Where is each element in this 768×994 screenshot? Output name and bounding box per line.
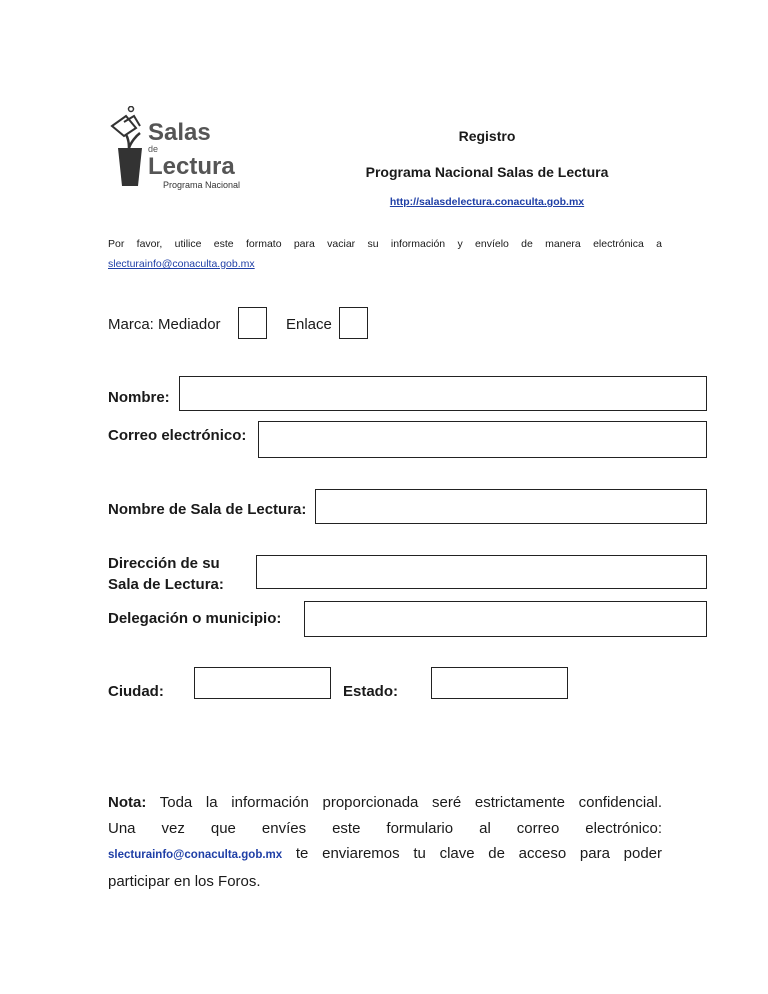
delegacion-input[interactable] (304, 601, 707, 637)
delegacion-label: Delegación o municipio: (108, 610, 282, 627)
ciudad-input[interactable] (194, 667, 331, 699)
intro-text: Por favor, utilice este formato para vaciar su información y envíelo de manera electrónica a (108, 238, 662, 250)
sala-label: Nombre de Sala de Lectura: (108, 501, 307, 518)
correo-label: Correo electrónico: (108, 427, 247, 444)
program-name: Programa Nacional Salas de Lectura (365, 164, 609, 180)
logo-connector: de (148, 144, 159, 154)
note-line-1 (108, 790, 662, 816)
note-label: Nota: (108, 794, 147, 811)
page-title: Registro (458, 128, 516, 144)
note-block (108, 790, 662, 894)
ciudad-label: Ciudad: (108, 683, 164, 700)
estado-input[interactable] (431, 667, 568, 699)
salas-de-lectura-logo (106, 106, 246, 196)
direccion-input[interactable] (256, 555, 707, 589)
nombre-label: Nombre: (108, 389, 170, 406)
note-text-1: Toda la información proporcionada seré estrictamente confidencial. (159, 794, 662, 811)
logo-line1: Salas (148, 119, 211, 146)
intro-email-link[interactable]: slecturainfo@conaculta.gob.mx (108, 258, 255, 270)
direccion-label-line2: Sala de Lectura: (108, 576, 224, 593)
correo-input[interactable] (258, 421, 707, 458)
marca-mediador-label: Marca: Mediador (108, 316, 221, 333)
note-line-2: Una vez que envíes este formulario al correo electrónico: (108, 819, 662, 837)
nombre-input[interactable] (179, 376, 707, 411)
logo-line2: Lectura (148, 153, 235, 180)
potted-plant-book-icon (112, 107, 142, 187)
enlace-label: Enlace (286, 316, 332, 333)
estado-label: Estado: (343, 683, 399, 700)
direccion-label-line1: Dirección de su (108, 555, 220, 572)
note-line-3 (108, 841, 662, 869)
note-line-4: participar en los Foros. (108, 872, 261, 890)
program-url-link[interactable]: http://salasdelectura.conaculta.gob.mx (389, 196, 585, 208)
logo-subtitle: Programa Nacional (163, 180, 241, 190)
mediador-checkbox[interactable] (238, 307, 267, 339)
sala-input[interactable] (315, 489, 707, 524)
enlace-checkbox[interactable] (339, 307, 368, 339)
note-text-3: te enviaremos tu clave de acceso para poder (295, 845, 663, 862)
note-email-link[interactable]: slecturainfo@conaculta.gob.mx (108, 849, 283, 861)
